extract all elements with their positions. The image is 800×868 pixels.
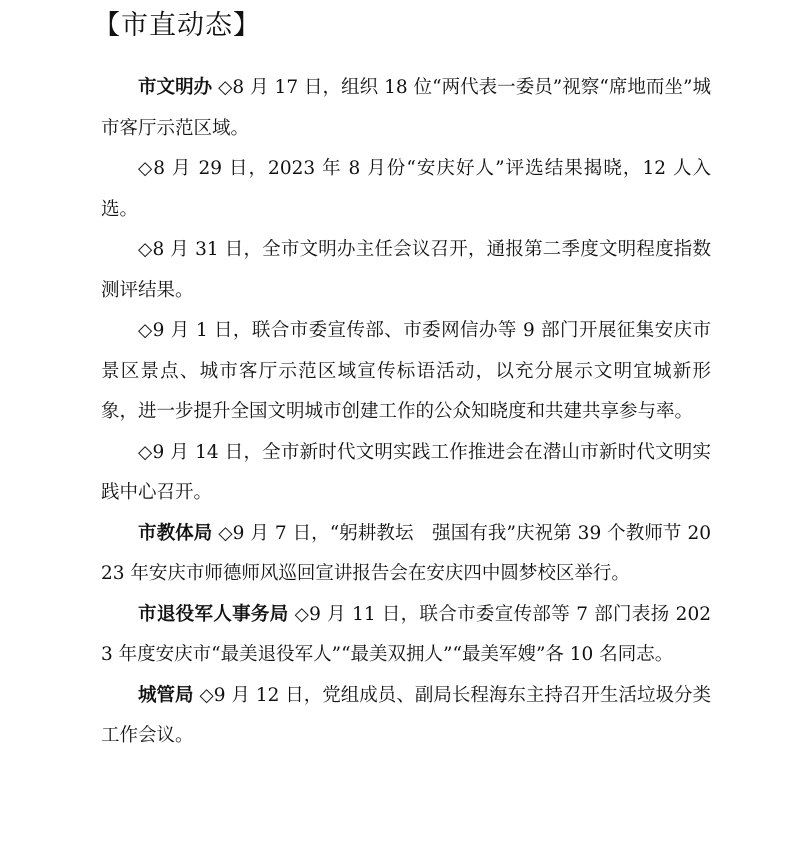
department-name: 市文明办 — [138, 77, 213, 98]
news-text: ◇8 月 17 日，组织 18 位“两代表一委员”视察“席地而坐”城市客厅示范区域。 — [101, 77, 711, 139]
news-text: ◇9 月 7 日，“躬耕教坛 强国有我”庆祝第 39 个教师节 2023 年安庆市师德师风巡回宣讲报告会在安庆四中圆梦校区举行。 — [101, 522, 711, 584]
department-name: 市退役军人事务局 — [138, 603, 289, 625]
news-item — [101, 149, 711, 230]
news-text: ◇9 月 12 日，党组成员、副局长程海东主持召开生活垃圾分类工作会议。 — [101, 684, 711, 746]
news-item — [101, 311, 711, 433]
news-text: ◇9 月 14 日，全市新时代文明实践工作推进会在潜山市新时代文明实践中心召开。 — [101, 441, 711, 503]
news-text: ◇9 月 11 日，联合市委宣传部等 7 部门表扬 2023 年度安庆市“最美退役军人”“最美双拥人”“最美军嫂”各 10 名同志。 — [101, 603, 711, 665]
department-name: 城管局 — [138, 684, 194, 706]
news-item — [101, 595, 711, 676]
news-text: ◇9 月 1 日，联合市委宣传部、市委网信办等 9 部门开展征集安庆市景区景点、城市客厅示范区域宣传标语活动，以充分展示文明宜城新形象，进一步提升全国文明城市创建工作的公众知晓度和共建共享参与率。 — [101, 320, 711, 422]
news-item — [101, 68, 711, 149]
news-text: ◇8 月 31 日，全市文明办主任会议召开，通报第二季度文明程度指数测评结果。 — [101, 239, 711, 301]
news-text: ◇8 月 29 日，2023 年 8 月份“安庆好人”评选结果揭晓，12 人入选。 — [101, 158, 711, 220]
section-heading: 【市直动态】 — [93, 10, 261, 41]
news-item — [101, 433, 711, 514]
news-item — [101, 230, 711, 311]
news-item — [101, 676, 711, 757]
department-name: 市教体局 — [138, 522, 213, 544]
news-item — [101, 514, 711, 595]
news-article — [101, 68, 711, 757]
